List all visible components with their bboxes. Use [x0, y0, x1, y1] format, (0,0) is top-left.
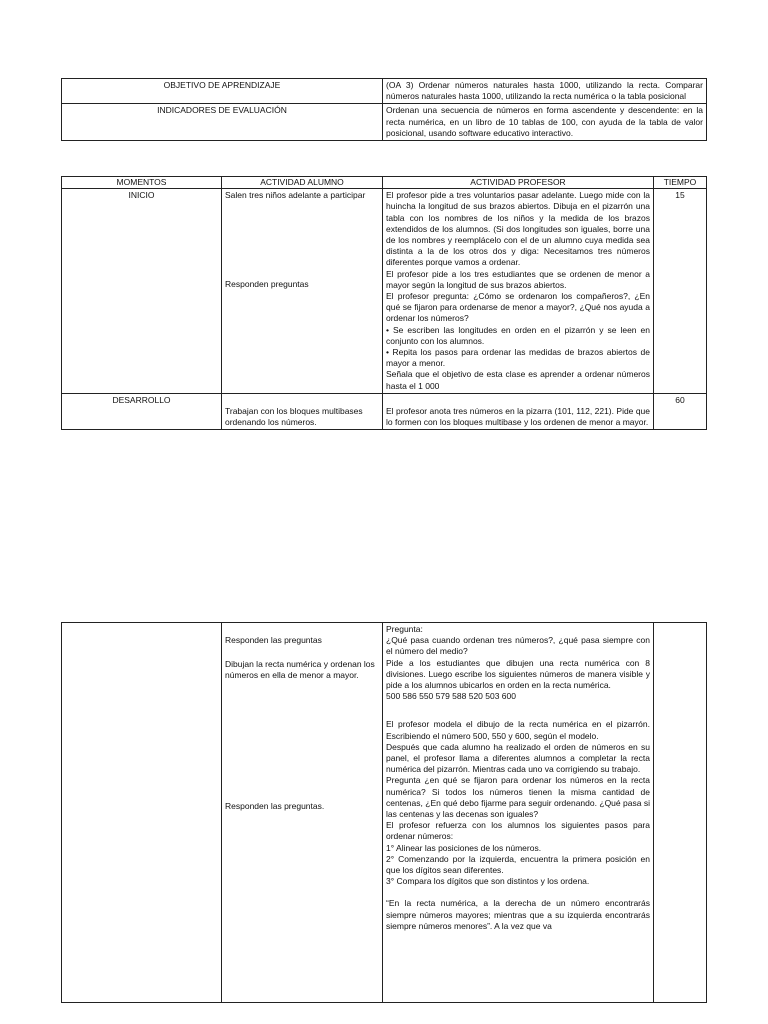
teacher-activity-paragraph: • Repita los pasos para ordenar las medidas de brazos abiertos de mayor a menor.	[386, 347, 650, 369]
teacher-activity-paragraph: El profesor pide a los tres estudiantes que se ordenen de menor a mayor según la longitud de sus brazos abiertos.	[386, 268, 650, 290]
student-activity-line: Dibujan la recta numérica y ordenan los números en ella de menor a mayor.	[225, 659, 375, 681]
student-activity-line: Responden las preguntas.	[225, 800, 325, 811]
objective-label: OBJETIVO DE APRENDIZAJE	[62, 79, 383, 104]
teacher-activity-paragraph: El profesor pregunta: ¿Cómo se ordenaron los compañeros?, ¿En qué se fijaron para ordenarse de menor a mayor?, ¿Qué nos ayuda a ordenar los números?	[386, 291, 650, 324]
teacher-activity-paragraph: ¿Qué pasa cuando ordenan tres números?, ¿qué pasa siempre con el número del medio?	[386, 635, 650, 657]
objective-text: (OA 3) Ordenar números naturales hasta 1000, utilizando la recta. Comparar números naturales hasta 1000, utilizando la recta numérica o la tabla posicional	[383, 79, 707, 104]
inicio-teacher-activity	[383, 189, 654, 394]
teacher-activity-paragraph: “En la recta numérica, a la derecha de un número encontrarás siempre números mayores; mientras que a su izquierda encontrarás siempre números menores”. A la vez que va	[386, 898, 650, 931]
objective-row	[62, 79, 707, 104]
continuation-time	[654, 623, 707, 1003]
continuation-student-activity	[222, 623, 383, 1003]
indicators-label: INDICADORES DE EVALUACIÓN	[62, 104, 383, 141]
header-student-activity: ACTIVIDAD ALUMNO	[222, 177, 383, 189]
step-item: 2° Comenzando por la izquierda, encuentra la primera posición en que los dígitos sean diferentes.	[386, 853, 650, 876]
teacher-activity-paragraph: Pregunta:	[386, 624, 423, 634]
inicio-time: 15	[654, 189, 707, 394]
header-teacher-activity: ACTIVIDAD PROFESOR	[383, 177, 654, 189]
desarrollo-row	[62, 393, 707, 429]
inicio-student-activity	[222, 189, 383, 394]
continuation-row	[62, 623, 707, 1003]
header-moments: MOMENTOS	[62, 177, 222, 189]
desarrollo-moment: DESARROLLO	[62, 393, 222, 429]
teacher-activity-paragraph: Pregunta ¿en qué se fijaron para ordenar los números en la recta numérica? Si todos los números tienen la misma cantidad de centenas, ¿En qué debo fijarme para seguir ordenando. ¿Qué pasa si las centenas y las decenas son iguales?	[386, 775, 650, 820]
inicio-moment: INICIO	[62, 189, 222, 394]
desarrollo-student-activity	[222, 393, 383, 429]
continuation-teacher-activity	[383, 623, 654, 1003]
teacher-activity-paragraph: El profesor refuerza con los alumnos los siguientes pasos para ordenar números:	[386, 820, 650, 842]
moments-table	[61, 176, 707, 430]
step-item: 3° Compara los dígitos que son distintos y los ordena.	[386, 876, 590, 887]
student-activity-line: Responden preguntas	[225, 279, 309, 290]
teacher-activity-paragraph: El profesor modela el dibujo de la recta numérica en el pizarrón. Escribiendo el número 500, 550 y 600, según el modelo.	[386, 719, 650, 741]
student-activity-line: Salen tres niños adelante a participar	[225, 190, 366, 201]
header-time: TIEMPO	[654, 177, 707, 189]
teacher-activity-paragraph: El profesor pide a tres voluntarios pasar adelante. Luego mide con la huincha la longitud de sus brazos abiertos. Dibuja en el pizarrón una tabla con los nombres de los niños y la medida de los brazos extendidos de los alumnos. (Si dos longitudes son iguales, borre una de los nombres y reemplácelo con el de un alumno cuya medida sea distinta a la de los otros dos y diga: Necesitamos tres números diferentes porque vamos a ordenar.	[386, 190, 650, 268]
step-item: 1° Alinear las posiciones de los números.	[386, 842, 542, 853]
inicio-row	[62, 189, 707, 394]
student-activity-line: Responden las preguntas	[225, 635, 322, 645]
desarrollo-teacher-activity	[383, 393, 654, 429]
teacher-activity-paragraph: Después que cada alumno ha realizado el orden de números en su panel, el profesor llama a diferentes alumnos a completar la recta numérica del pizarrón. Mientras cada uno va corrigiendo su trabajo.	[386, 741, 650, 775]
indicators-text: Ordenan una secuencia de números en forma ascendente y descendente: en la recta numérica, en un libro de 10 tablas de 100, con ayuda de la tabla de valor posicional, usando software educativo interactivo.	[383, 104, 707, 141]
student-activity-line: Trabajan con los bloques multibases ordenando los números.	[225, 405, 363, 428]
number-list: 500 586 550 579 588 520 503 600	[386, 691, 516, 702]
continuation-moment	[62, 623, 222, 1003]
teacher-activity-paragraph: • Se escriben las longitudes en orden en el pizarrón y se leen en conjunto con los alumnos.	[386, 324, 650, 346]
teacher-activity-paragraph: Señala que el objetivo de esta clase es aprender a ordenar números hasta el 1 000	[386, 369, 650, 391]
objectives-table	[61, 78, 707, 141]
desarrollo-time: 60	[654, 393, 707, 429]
moments-header-row	[62, 177, 707, 189]
indicators-row	[62, 104, 707, 141]
continuation-table	[61, 622, 707, 1003]
teacher-activity-paragraph: El profesor anota tres números en la pizarra (101, 112, 221). Pide que lo formen con los bloques multibase y los ordenen de menor a mayor.	[386, 405, 650, 428]
teacher-activity-paragraph: Pide a los estudiantes que dibujen una recta numérica con 8 divisiones. Luego escribe los siguientes números de manera visible y pide a los alumnos ubicarlos en orden en la recta numérica.	[386, 657, 650, 691]
